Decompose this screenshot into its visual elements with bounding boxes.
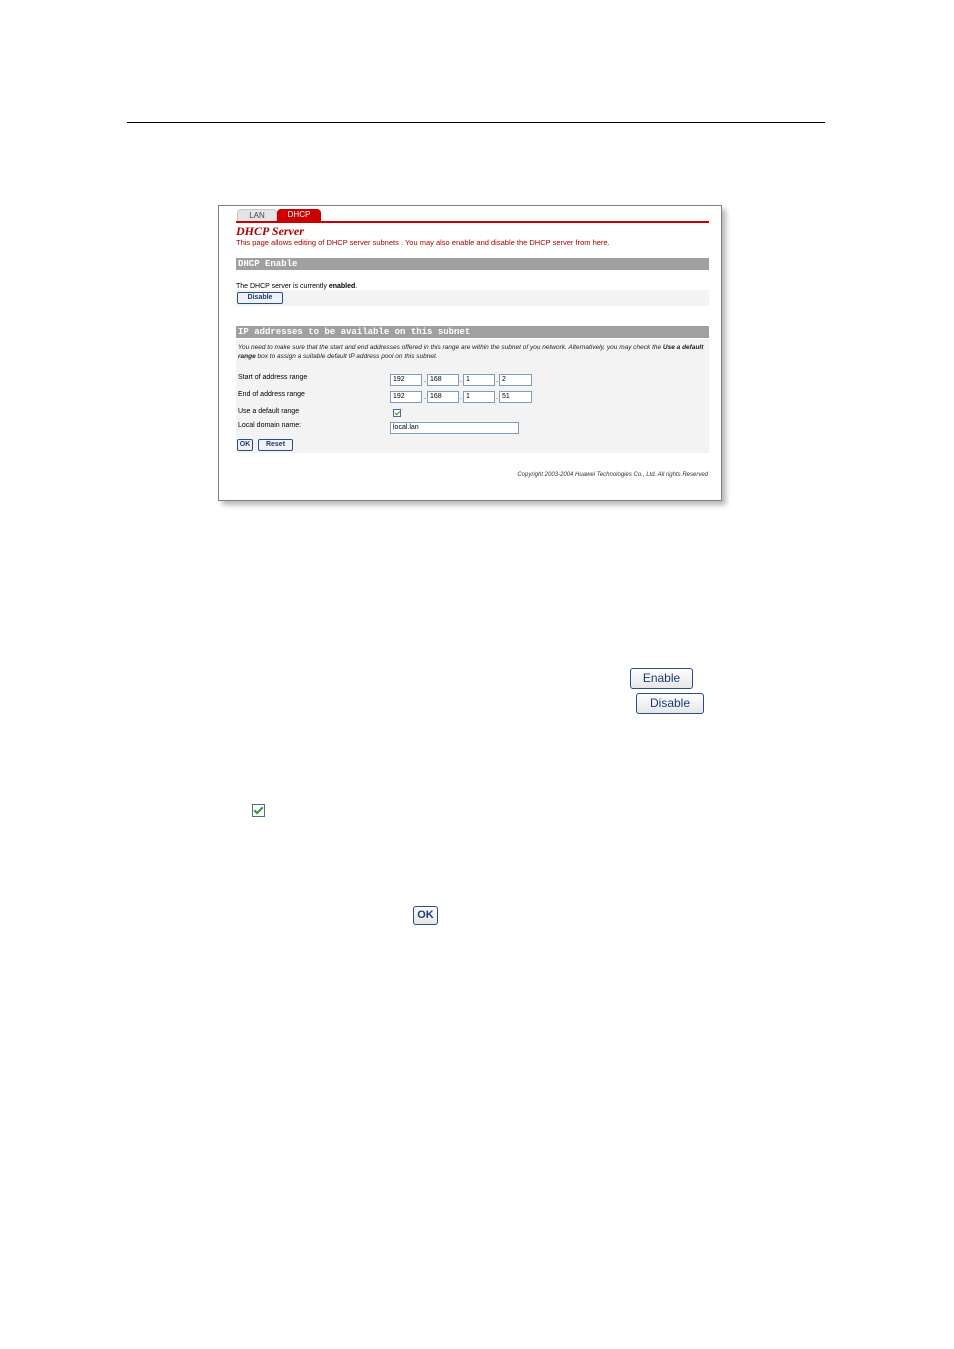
page-intro: This page allows editing of DHCP server subnets . You may also enable and disable the DHCP server from here. [236, 238, 610, 247]
default-range-checkbox[interactable] [393, 409, 401, 417]
ip-dot: . [496, 377, 498, 384]
ip-dot: . [460, 377, 462, 384]
default-range-label: Use a default range [238, 408, 300, 415]
domain-name-label: Local domain name: [238, 422, 302, 429]
ip-dot: . [496, 394, 498, 401]
enable-button-legend[interactable]: Enable [630, 668, 693, 689]
domain-name-input[interactable]: local.lan [390, 422, 519, 434]
start-ip-octet-2[interactable]: 168 [427, 374, 459, 386]
subnet-header: IP addresses to be available on this subnet [236, 326, 709, 338]
status-prefix: The DHCP server is currently [236, 283, 329, 290]
dhcp-enable-panel [236, 290, 709, 306]
reset-button[interactable]: Reset [258, 439, 293, 451]
page-top-rule [127, 122, 825, 123]
end-ip-octet-2[interactable]: 168 [427, 391, 459, 403]
tab-dhcp[interactable]: DHCP [277, 209, 321, 221]
end-range-label: End of address range [238, 391, 305, 398]
tab-lan[interactable]: LAN [237, 209, 277, 222]
start-ip-octet-1[interactable]: 192 [390, 374, 422, 386]
disable-button[interactable]: Disable [237, 292, 283, 304]
end-ip-octet-3[interactable]: 1 [463, 391, 495, 403]
ip-dot: . [424, 394, 426, 401]
ok-button-legend[interactable]: OK [413, 906, 438, 925]
dhcp-enable-header: DHCP Enable [236, 258, 709, 270]
note-part-2: box to assign a suitable default IP address pool on this subnet. [255, 353, 438, 360]
copyright-text: Copyright 2003-2004 Huawei Technologies Co., Ltd. All rights Reserved [517, 472, 708, 478]
note-bold: Use a default range [238, 344, 704, 360]
ip-dot: . [460, 394, 462, 401]
status-value: enabled [328, 283, 356, 290]
page-title: DHCP Server [236, 224, 304, 238]
disable-button-legend[interactable]: Disable [636, 693, 704, 714]
end-ip-octet-4[interactable]: 51 [499, 391, 532, 403]
start-range-label: Start of address range [238, 374, 308, 381]
default-range-checkbox-legend[interactable] [252, 804, 265, 817]
subnet-note [238, 343, 706, 361]
note-part-1: You need to make sure that the start and end addresses offered in this range are within the subnet of you network. Alternatively, you may check the [238, 344, 663, 351]
start-ip-octet-4[interactable]: 2 [499, 374, 532, 386]
end-ip-octet-1[interactable]: 192 [390, 391, 422, 403]
ip-dot: . [424, 377, 426, 384]
status-suffix: . [355, 283, 358, 290]
tab-underline [236, 221, 709, 223]
start-ip-octet-3[interactable]: 1 [463, 374, 495, 386]
dhcp-screenshot [218, 205, 722, 501]
dhcp-status-text [236, 283, 357, 290]
ok-button[interactable]: OK [237, 439, 253, 451]
